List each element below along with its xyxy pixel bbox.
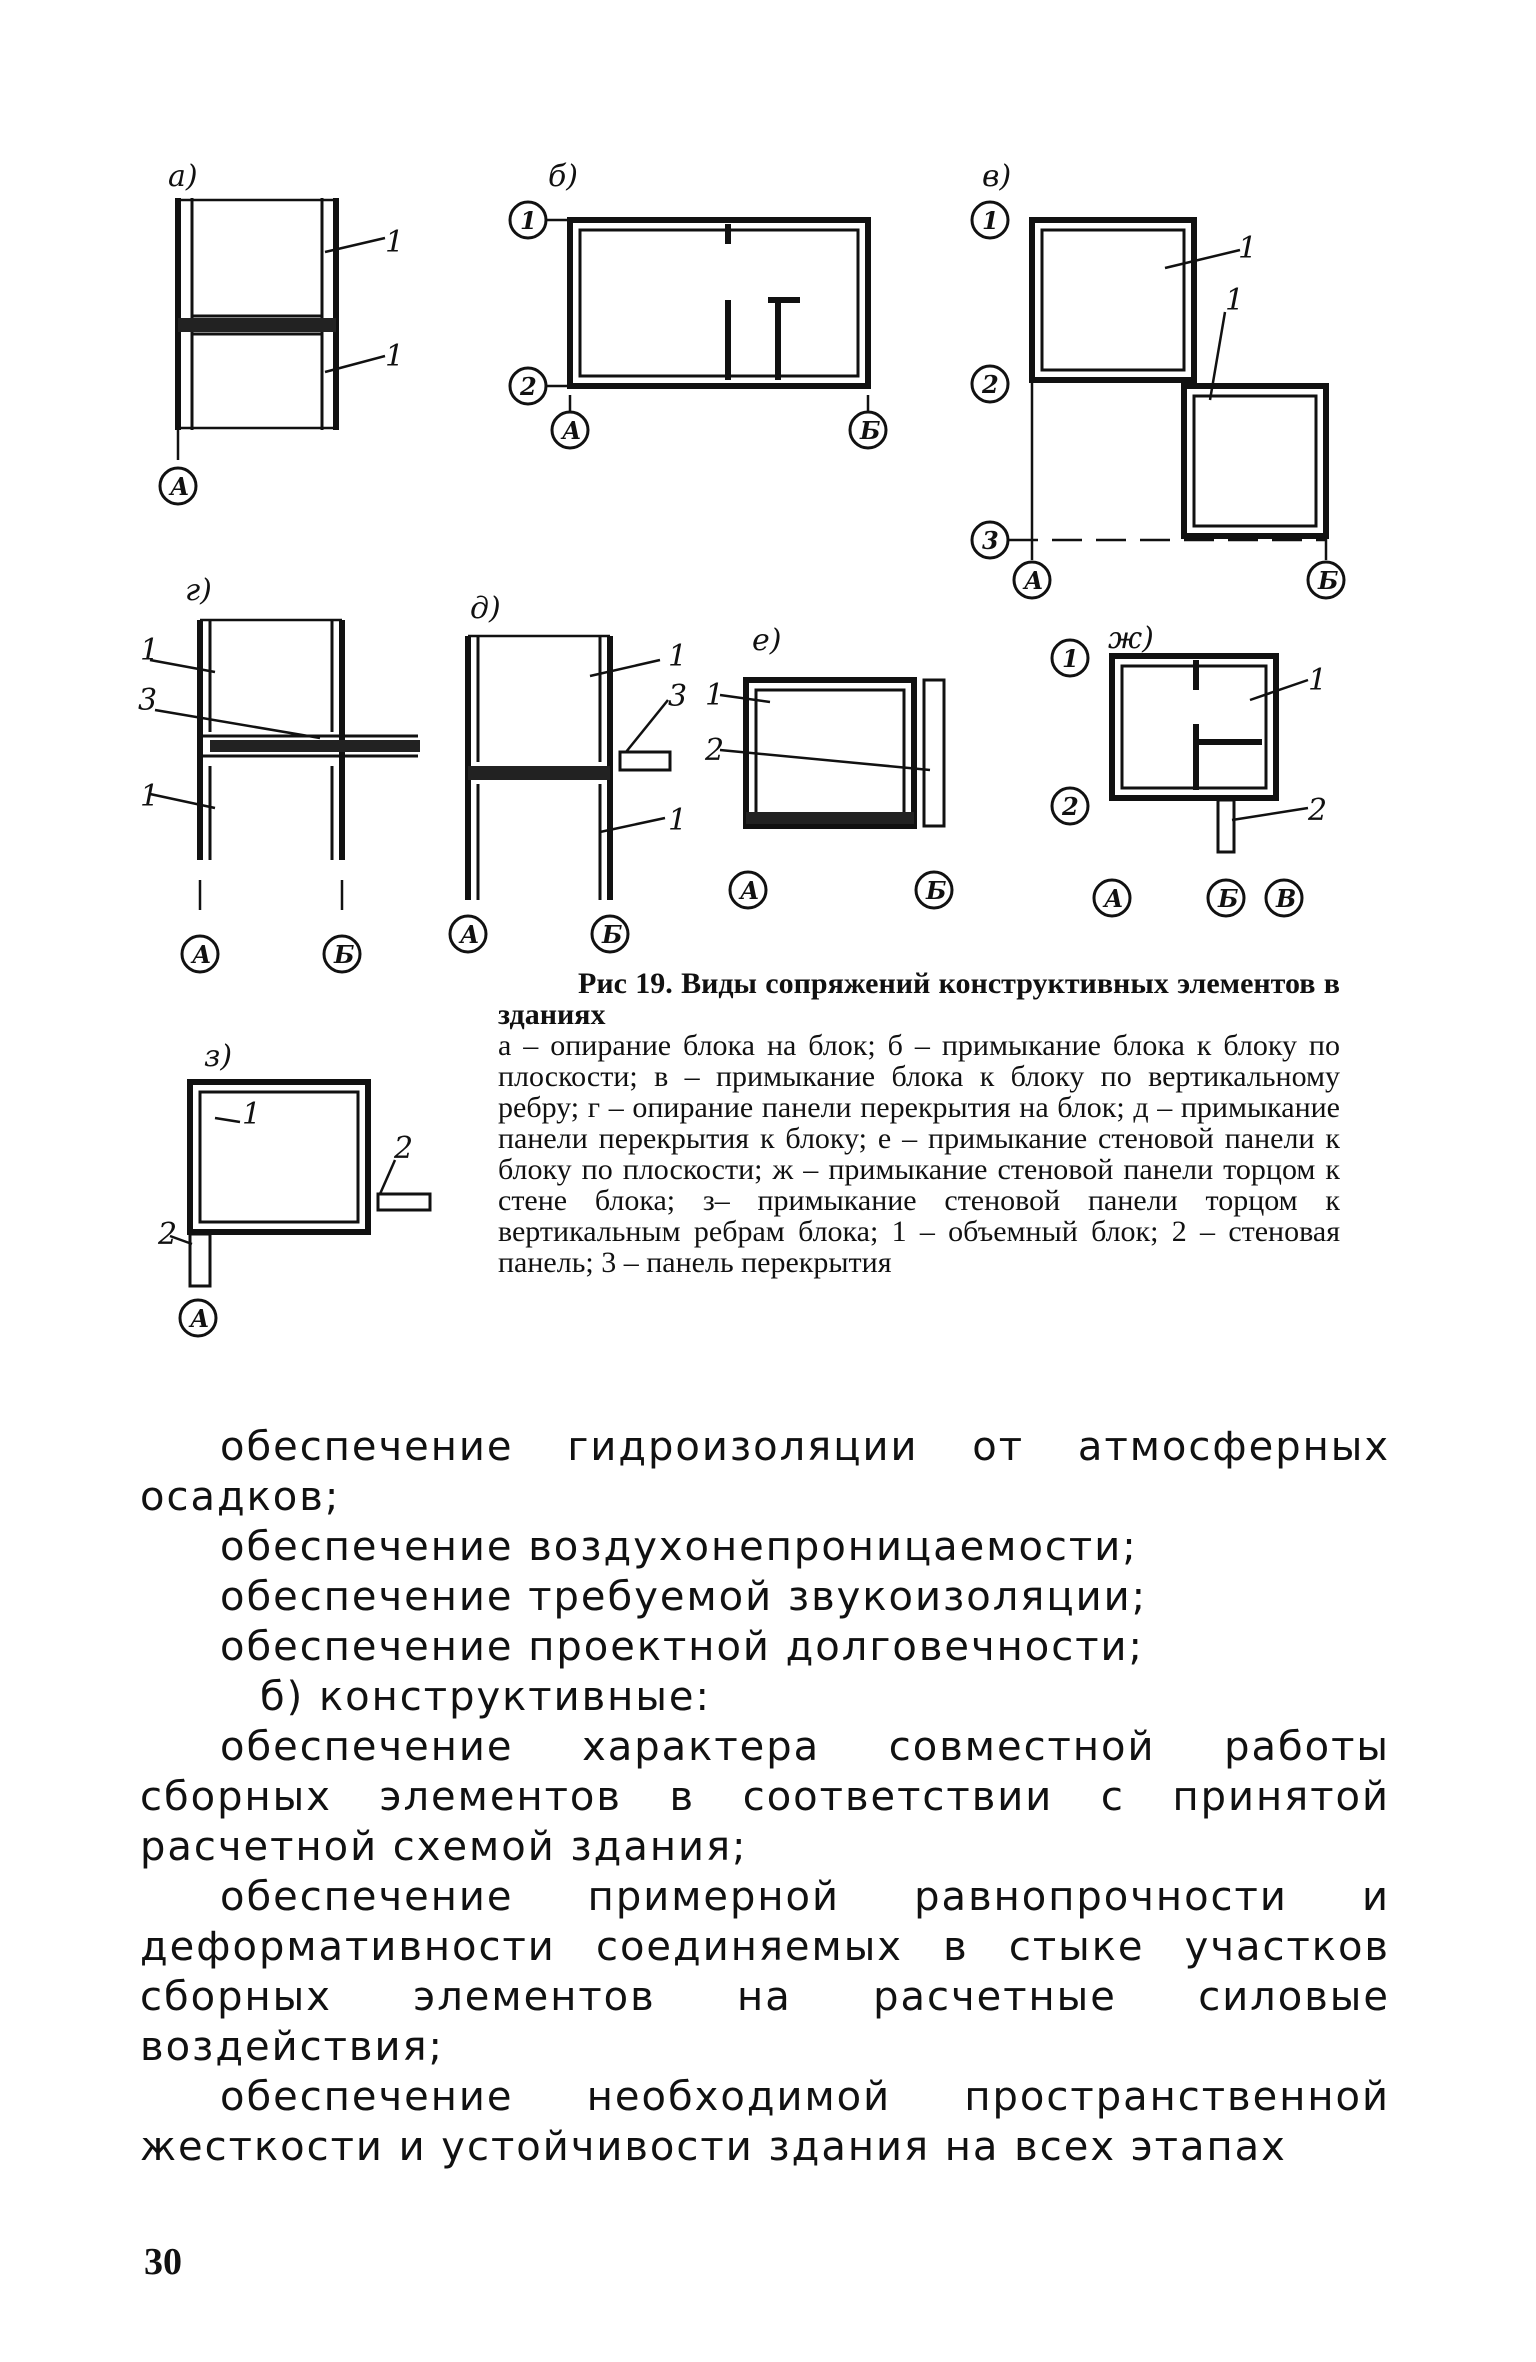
svg-text:А: А	[192, 940, 212, 969]
panel-g	[138, 573, 420, 972]
svg-text:1: 1	[1308, 663, 1328, 698]
callout-1: 1	[385, 225, 405, 260]
svg-text:Б: Б	[926, 876, 947, 905]
panel-label-z: з)	[204, 1039, 233, 1074]
svg-text:1: 1	[140, 633, 160, 668]
svg-text:3: 3	[138, 683, 158, 718]
panel-zh	[1052, 621, 1327, 916]
section-label: б) конструктивные:	[260, 1674, 711, 1720]
body-text	[140, 1422, 1390, 2172]
paragraph: обеспечение гидроизоляции от атмосферных осадков;	[140, 1424, 1390, 1520]
panel-label-e: е)	[752, 623, 782, 658]
panel-label-d: д)	[470, 591, 501, 626]
axis-number: 1	[520, 206, 537, 235]
axis-letter: А	[170, 472, 190, 501]
svg-text:2: 2	[705, 733, 725, 768]
svg-text:1: 1	[242, 1097, 262, 1132]
callout-1: 1	[385, 339, 405, 374]
svg-text:1: 1	[668, 803, 688, 838]
panel-e	[704, 623, 952, 908]
svg-text:Б: Б	[1218, 884, 1239, 913]
svg-text:1: 1	[705, 678, 725, 713]
panel-z	[157, 1039, 430, 1336]
svg-text:А: А	[1104, 884, 1124, 913]
svg-text:2: 2	[1308, 793, 1328, 828]
svg-text:2: 2	[394, 1131, 414, 1166]
panel-label-zh: ж)	[1108, 621, 1154, 656]
svg-text:Б: Б	[860, 416, 881, 445]
caption-body: а – опирание блока на блок; б – примыкание блока к блоку по плоскости; в – примыкание блока к блоку по вертикальному ребру; г – опирание панели перекрытия на блок; д – примыкание панели перекрытия к блоку; е – примыкание стеновой панели к блоку по плоскости; ж – примыкание стеновой панели торцом к стене блока; з– примыкание стеновой панели торцом к вертикальным ребрам блока; 1 – объемный блок; 2 – стеновая панель; 3 – панель перекрытия	[498, 1029, 1340, 1279]
svg-text:1: 1	[140, 779, 160, 814]
panel-v	[972, 159, 1344, 598]
paragraph: обеспечение требуемой звукоизоляции;	[220, 1574, 1148, 1620]
svg-text:А: А	[1024, 566, 1044, 595]
svg-text:1: 1	[668, 639, 688, 674]
panel-d	[450, 591, 687, 952]
svg-text:1: 1	[1238, 231, 1258, 266]
panel-label-b: б)	[548, 159, 579, 194]
panel-b	[510, 159, 886, 448]
svg-text:2: 2	[1062, 792, 1079, 821]
svg-text:1: 1	[982, 206, 999, 235]
paragraph: обеспечение воздухонепроницаемости;	[220, 1524, 1138, 1570]
svg-text:3: 3	[668, 679, 688, 714]
svg-text:Б: Б	[334, 940, 355, 969]
paragraph: обеспечение примерной равнопрочности и деформативности соединяемых в стыке участков сборных элементов на расчетные силовые воздействия;	[140, 1874, 1390, 2070]
svg-text:В: В	[1276, 884, 1297, 913]
svg-text:Б: Б	[602, 920, 623, 949]
svg-text:1: 1	[1225, 283, 1245, 318]
svg-text:3: 3	[982, 526, 999, 555]
svg-text:А: А	[740, 876, 760, 905]
svg-text:Б: Б	[1318, 566, 1339, 595]
panel-label-a: а)	[168, 159, 198, 194]
page-number: 30	[144, 2241, 182, 2283]
panel-a	[160, 159, 404, 504]
axis-number: 2	[520, 372, 537, 401]
svg-text:2: 2	[982, 370, 999, 399]
svg-text:А: А	[562, 416, 582, 445]
svg-text:А: А	[190, 1304, 210, 1333]
svg-text:1: 1	[1062, 644, 1079, 673]
paragraph: обеспечение характера совместной работы сборных элементов в соответствии с принятой расчетной схемой здания;	[140, 1724, 1390, 1870]
panel-label-g: г)	[185, 573, 212, 608]
caption-title: Рис 19. Виды сопряжений конструктивных элементов в зданиях	[498, 967, 1340, 1031]
panel-label-v: в)	[982, 159, 1012, 194]
paragraph: обеспечение необходимой пространственной жесткости и устойчивости здания на всех этапах	[140, 2074, 1390, 2170]
svg-text:2: 2	[158, 1217, 178, 1252]
svg-text:А: А	[460, 920, 480, 949]
paragraph: обеспечение проектной долговечности;	[220, 1624, 1145, 1670]
figure-caption	[498, 968, 1340, 1278]
